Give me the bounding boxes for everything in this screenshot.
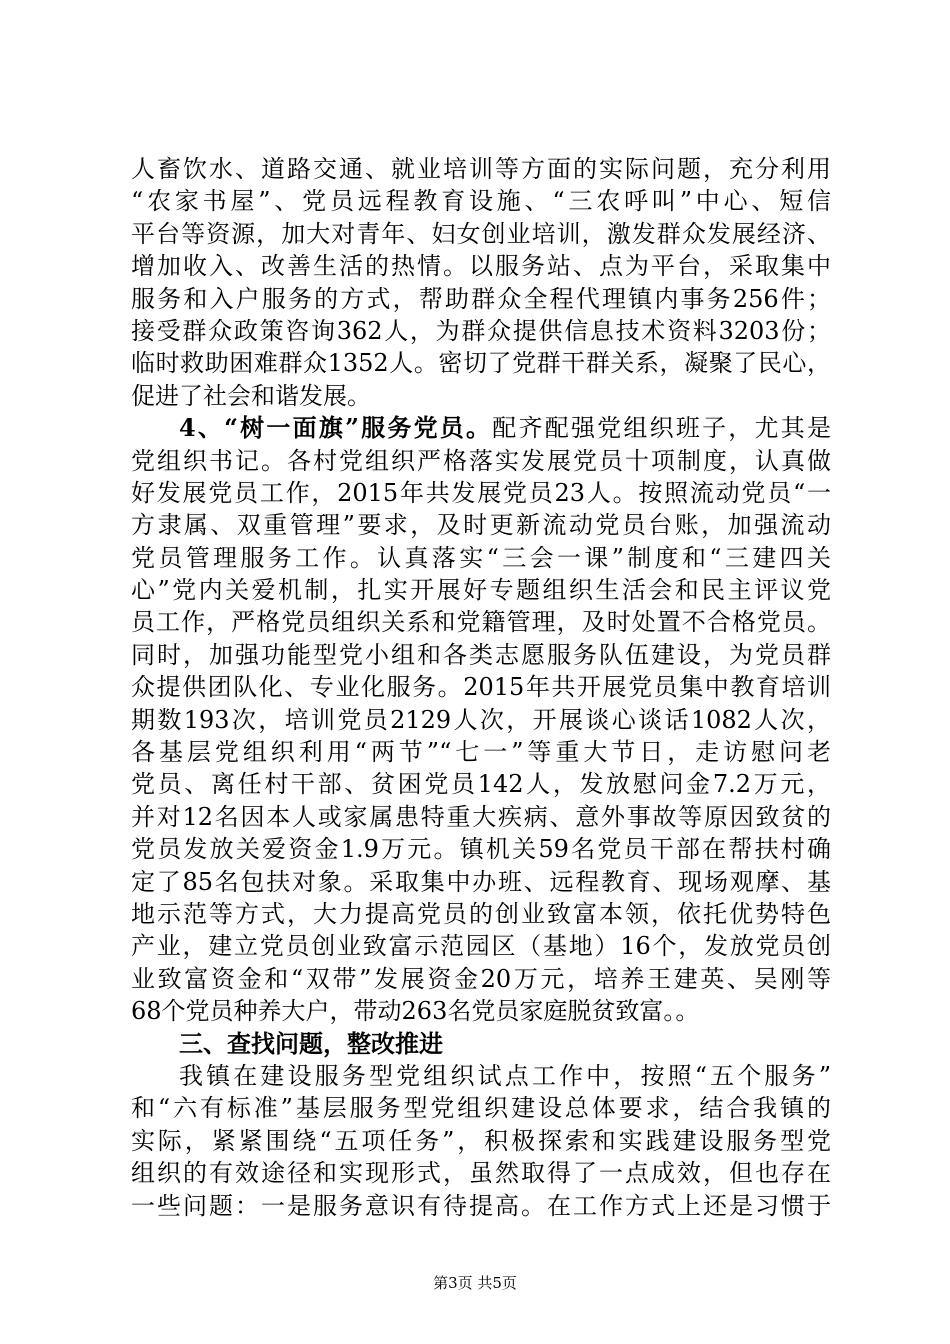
text-line: 心”党内关爱机制，扎实开展好专题组织生活会和民主评议党 [131,576,831,605]
text-line: 定了85名包扶对象。采取集中办班、远程教育、现场观摩、基 [131,867,831,896]
text-line: 同时，加强功能型党小组和各类志愿服务队伍建设，为党员群 [131,640,831,669]
text-line: 接受群众政策咨询362人，为群众提供信息技术资料3203份； [131,316,831,345]
text-fragment: 配齐配强党组织班子，尤其是 [492,414,831,443]
text-line: 并对12名因本人或家属患特重大疾病、意外事故等原因致贫的 [131,802,831,831]
paragraph-heading-line [131,412,831,444]
text-line: 期数193次，培训党员2129人次，开展谈心谈话1082人次， [131,705,831,734]
text-line: 地示范等方式，大力提高党员的创业致富本领，依托优势特色 [131,899,831,928]
text-line: 我镇在建设服务型党组织试点工作中，按照“五个服务” [179,1061,831,1090]
text-line: 组织的有效途径和实现形式，虽然取得了一点成效，但也存在 [131,1159,831,1188]
text-line: 68个党员种养大户，带动263名党员家庭脱贫致富。。 [131,997,700,1026]
text-line: 一些问题：一是服务意识有待提高。在工作方式上还是习惯于 [131,1191,831,1220]
text-line: 产业，建立党员创业致富示范园区（基地）16个，发放党员创 [131,932,831,961]
text-line: 实际，紧紧围绕“五项任务”，积极探索和实践建设服务型党 [131,1126,831,1155]
text-line: 增加收入、改善生活的热情。以服务站、点为平台，采取集中 [131,252,831,281]
text-line: 促进了社会和谐发展。 [131,381,371,410]
text-line: 业致富资金和“双带”发展资金20万元，培养王建英、吴刚等 [131,964,831,993]
page-number-footer: 第3页 共5页 [433,1274,517,1292]
section-heading-4: 4、“树一面旗”服务党员。 [179,413,493,443]
text-line: 平台等资源，加大对青年、妇女创业培训，激发群众发展经济、 [131,219,831,248]
text-line: 和“六有标准”基层服务型党组织建设总体要求，结合我镇的 [131,1094,831,1123]
body-text [131,153,831,1222]
text-line: 党员发放关爱资金1.9万元。镇机关59名党员干部在帮扶村确 [131,835,831,864]
text-line: 方隶属、双重管理”要求，及时更新流动党员台账，加强流动 [131,511,831,540]
text-line: 各基层党组织利用“两节”“七一”等重大节日，走访慰问老 [131,738,831,767]
text-line: 党员管理服务工作。认真落实“三会一课”制度和“三建四关 [131,543,831,572]
text-line: 员工作，严格党员组织关系和党籍管理，及时处置不合格党员。 [131,608,831,637]
text-line: 众提供团队化、专业化服务。2015年共开展党员集中教育培训 [131,673,831,702]
text-line: 党组织书记。各村党组织严格落实发展党员十项制度，认真做 [131,446,831,475]
text-line: 人畜饮水、道路交通、就业培训等方面的实际问题，充分利用 [131,155,831,183]
text-line: “农家书屋”、党员远程教育设施、“三农呼叫”中心、短信 [131,187,831,216]
text-line: 临时救助困难群众1352人。密切了党群干群关系，凝聚了民心， [131,349,831,378]
text-line: 好发展党员工作，2015年共发展党员23人。按照流动党员“一 [131,478,831,507]
text-line: 党员、离任村干部、贫困党员142人，发放慰问金7.2万元， [131,770,831,799]
text-line: 服务和入户服务的方式，帮助群众全程代理镇内事务256件； [131,284,831,313]
section-heading-3: 三、查找问题，整改推进 [179,1028,443,1058]
